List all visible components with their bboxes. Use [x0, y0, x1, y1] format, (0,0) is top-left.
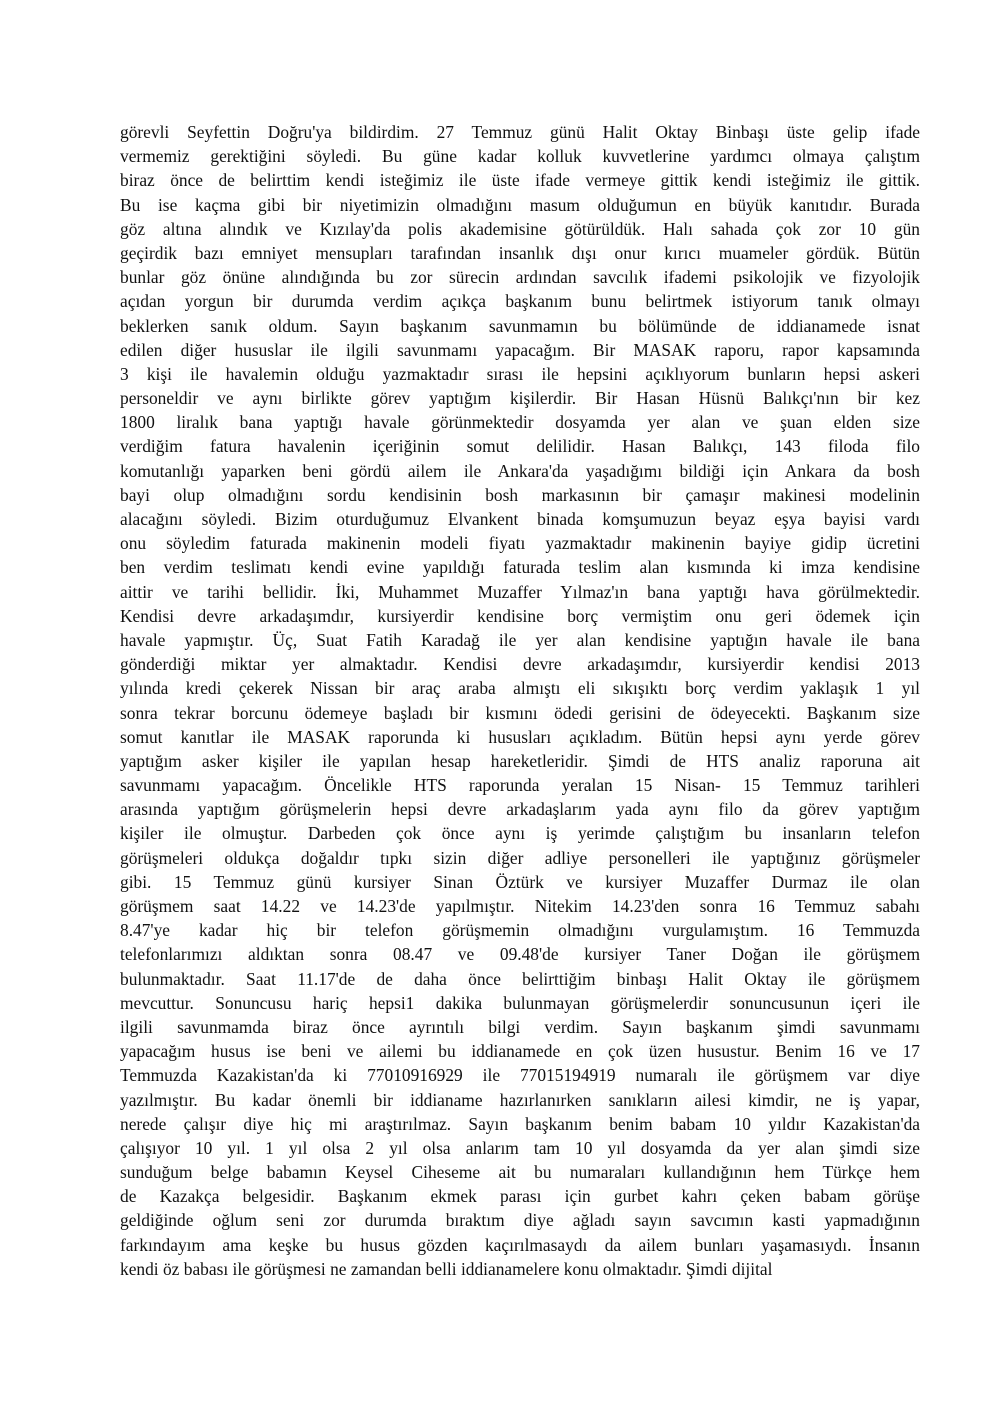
text-line-22: havale yapmıştır. Üç, Suat Fatih Karadağ ile yer alan kendisine yaptığın havale ile bana [120, 629, 920, 650]
text-line-2: vermemiz gerektiğini söyledi. Bu güne kadar kolluk kuvvetlerine yardımcı olmaya çalıştım [120, 146, 920, 167]
text-line-48: kendi öz babası ile görüşmesi ne zamandan belli iddianamelere konu olmaktadır. Şimdi dijital [120, 1258, 773, 1279]
text-line-29: arasında yaptığım görüşmelerin hepsi devre arkadaşlarım yada aynı filo da görev yaptığım [120, 799, 920, 820]
text-line-35: telefonlarımızı aldıktan sonra 08.47 ve 09.48'de kursiyer Taner Doğan ile görüşmem [120, 944, 920, 965]
text-line-44: sunduğum belge babamın Keysel Ciheseme ait bu numaraları kullandığının hem Türkçe hem [120, 1162, 920, 1183]
document-body [120, 120, 920, 1281]
text-line-40: Temmuzda Kazakistan'da ki 77010916929 ile 77015194919 numaralı ile görüşmem var diye [120, 1065, 920, 1086]
text-line-9: beklerken sanık oldum. Sayın başkanım savunmamın bu bölümünde de iddianamede isnat [120, 315, 920, 336]
text-line-46: geldiğinde oğlum seni zor durumda bıraktım diye ağladı sayın savcımın kasti yapmadığının [120, 1210, 920, 1231]
text-line-31: görüşmeleri oldukça doğaldır tıpkı sizin diğer adliye personelleri ile yaptığınız görüşmeler [120, 847, 920, 868]
text-line-36: bulunmaktadır. Saat 11.17'de de daha önce belirttiğim binbaşı Halit Oktay ile görüşmem [120, 968, 920, 989]
text-line-7: bunlar göz önüne alındığında bu zor sürecin ardından savcılık ifademi psikolojik ve fizyolojik [120, 267, 920, 288]
text-line-24: yılında kredi çekerek Nissan bir araç araba almıştı eli sıkışıktı borç verdim yaklaşık 1 yıl [120, 678, 920, 699]
text-line-8: açıdan yorgun bir durumda verdim açıkça başkanım bunu belirtmek istiyorum tanık olmayı [120, 291, 920, 312]
text-line-38: ilgili savunmamda biraz önce ayrıntılı bilgi verdim. Sayın başkanım şimdi savunmamı [120, 1016, 920, 1037]
text-line-11: 3 kişi ile havalemin olduğu yazmaktadır sırası ile hepsini açıklıyorum bunların hepsi askeri [120, 363, 920, 384]
text-line-39: yapacağım husus ise beni ve ailemi bu iddianamede en çok üzen husustur. Benim 16 ve 17 [120, 1041, 920, 1062]
text-line-16: bayi olup olmadığını sordu kendisinin bosh markasının bir çamaşır makinesi modelinin [120, 484, 920, 505]
text-line-37: mevcuttur. Sonuncusu hariç hepsi1 dakika bulunmayan görüşmelerdir sonuncusunun içeri ile [120, 992, 920, 1013]
text-line-6: geçirdik bazı emniyet mensupları tarafından insanlık dışı onur kırıcı muameler gördük. Bütün [120, 242, 920, 263]
text-line-3: biraz önce de belirttim kendi isteğimiz ile üste ifade vermeye gittik kendi isteğimiz ile gittik. [120, 170, 920, 191]
text-line-19: ben verdim teslimatı kendi evine yapıldığı faturada teslim alan kısmında ki imza kendisine [120, 557, 920, 578]
text-line-32: gibi. 15 Temmuz günü kursiyer Sinan Öztürk ve kursiyer Muzaffer Durmaz ile olan [120, 871, 920, 892]
text-line-12: personeldir ve aynı birlikte görev yaptığım kişilerdir. Bir Hasan Hüsnü Balıkçı'nın bir kez [120, 388, 920, 409]
text-line-14: verdiğim fatura havalenin içeriğinin somut delilidir. Hasan Balıkçı, 143 filoda filo [120, 436, 920, 457]
text-line-13: 1800 liralık bana yaptığı havale görünmektedir dosyamda yer alan ve şuan elden size [120, 412, 920, 433]
text-line-20: aittir ve tarihi bellidir. İki, Muhammet Muzaffer Yılmaz'ın bana yaptığı hava görülmektedir. [120, 581, 920, 602]
text-line-27: yaptığım asker kişiler ile yapılan hesap hareketleridir. Şimdi de HTS analiz raporuna ait [120, 750, 920, 771]
text-line-33: görüşmem saat 14.22 ve 14.23'de yapılmıştır. Nitekim 14.23'den sonra 16 Temmuz sabahı [120, 896, 920, 916]
text-line-42: nerede çalışır diye hiç mi araştırılmaz. Sayın başkanım benim babam 10 yıldır Kazakistan'da [120, 1113, 920, 1134]
text-line-45: de Kazakça belgesidir. Başkanım ekmek parası için gurbet kahrı çeken babam görüşe [120, 1186, 920, 1207]
text-line-28: savunmamı yapacağım. Öncelikle HTS raporunda yeralan 15 Nisan- 15 Temmuz tarihleri [120, 775, 920, 796]
text-line-41: yazılmıştır. Bu kadar önemli bir iddianame hazırlanırken sanıkların ailesi kimdir, ne iş yapar, [120, 1089, 920, 1110]
text-line-23: gönderdiği miktar yer almaktadır. Kendisi devre arkadaşımdır, kursiyerdir kendisi 2013 [120, 654, 920, 675]
text-line-26: somut kanıtlar ile MASAK raporunda ki hususları açıkladım. Bütün hepsi aynı yerde görev [120, 726, 920, 747]
text-line-5: göz altına alındık ve Kızılay'da polis akademisine götürüldük. Halı sahada çok zor 10 gün [120, 218, 920, 239]
text-line-17: alacağını söyledi. Bizim oturduğumuz Elvankent binada komşumuzun beyaz eşya bayisi vardı [120, 509, 920, 529]
text-line-34: 8.47'ye kadar hiç bir telefon görüşmemin olmadığını vurgulamıştım. 16 Temmuzda [120, 920, 920, 941]
text-line-18: onu söyledim faturada makinenin modeli fiyatı yazmaktadır makinenin bayiye gidip ücretini [120, 533, 920, 554]
text-line-43: çalışıyor 10 yıl. 1 yıl olsa 2 yıl olsa anlarım tam 10 yıl dosyamda da yer alan şimdi size [120, 1137, 920, 1158]
text-line-30: kişiler ile olmuştur. Darbeden çok önce aynı iş yerimde çalıştığım bu insanların telefon [120, 823, 920, 844]
text-line-47: farkındayım ama keşke bu husus gözden kaçırılmasaydı da ailem bunları yaşamasıydı. İnsanın [120, 1234, 920, 1255]
text-line-4: Bu ise kaçma gibi bir niyetimizin olmadığını masum olduğumun en büyük kanıtıdır. Burada [120, 194, 920, 215]
text-line-25: sonra tekrar borcunu ödemeye başladı bir kısmını ödedi gerisini de ödeyecekti. Başkanım size [120, 702, 920, 723]
text-line-10: edilen diğer hususlar ile ilgili savunmamı yapacağım. Bir MASAK raporu, rapor kapsamında [120, 339, 920, 360]
text-line-21: Kendisi devre arkadaşımdır, kursiyerdir kendisine borç vermiştim onu geri ödemek için [120, 605, 920, 626]
text-line-15: komutanlığı yaparken beni gördü ailem ile Ankara'da yaşadığımı bildiği için Ankara da bosh [120, 460, 920, 481]
text-line-1: görevli Seyfettin Doğru'ya bildirdim. 27 Temmuz günü Halit Oktay Binbaşı üste gelip ifade [120, 122, 920, 142]
